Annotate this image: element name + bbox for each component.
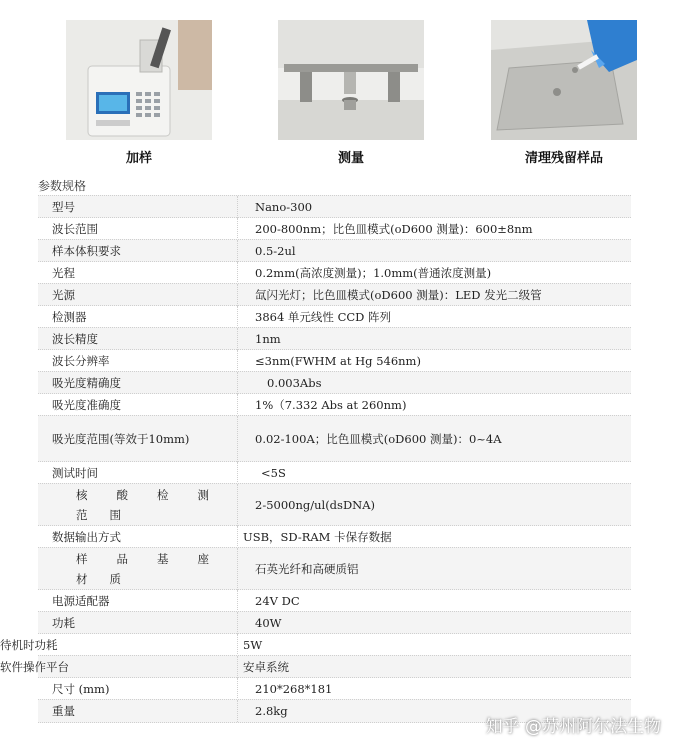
photo-caption: 清理残留样品 xyxy=(524,151,603,166)
photo-loading-sample xyxy=(66,20,212,140)
spec-label: 尺寸 (mm) xyxy=(38,678,238,700)
table-row xyxy=(38,371,631,394)
table-row xyxy=(38,483,631,526)
instrument-pipette-photo xyxy=(66,20,212,140)
spec-label: 测试时间 xyxy=(38,462,238,484)
spec-label: 吸光度范围(等效于10mm) xyxy=(38,416,238,462)
spec-value: USB，SD-RAM 卡保存数据 xyxy=(243,530,392,544)
photo-caption: 测量 xyxy=(337,151,364,166)
table-row xyxy=(38,217,631,240)
photo-cleaning xyxy=(491,20,637,140)
spec-label xyxy=(38,548,238,590)
spec-label: 波长范围 xyxy=(38,218,238,240)
table-row xyxy=(38,677,631,700)
spec-value: <5S xyxy=(261,466,286,480)
table-row xyxy=(38,261,631,284)
spec-value: 安卓系统 xyxy=(243,660,289,674)
spec-value-text: 0.02-100A；比色皿模式(oD600 测量)：0~4A xyxy=(255,432,502,446)
spec-value: 40W xyxy=(255,616,282,630)
spec-label: 数据输出方式 xyxy=(38,526,238,548)
table-row xyxy=(38,525,631,548)
section-title: 参数规格 xyxy=(38,179,87,193)
spec-value: 210*268*181 xyxy=(255,682,333,696)
spec-value xyxy=(239,416,631,462)
spec-value: ≤3nm(FWHM at Hg 546nm) xyxy=(255,354,421,368)
table-row xyxy=(38,327,631,350)
spec-label xyxy=(38,484,238,526)
spec-label: 重量 xyxy=(38,700,238,722)
spec-value: 1nm xyxy=(255,332,281,346)
spec-label-text: 核酸检测范围 xyxy=(76,488,231,522)
spec-value: 200-800nm；比色皿模式(oD600 测量)：600±8nm xyxy=(255,222,533,236)
table-row xyxy=(0,633,631,656)
table-row xyxy=(38,349,631,372)
spec-value: 0.2mm(高浓度测量)；1.0mm(普通浓度测量) xyxy=(255,266,492,280)
spec-label: 检测器 xyxy=(38,306,238,328)
spec-label: 波长精度 xyxy=(38,328,238,350)
sample-pedestal-photo xyxy=(278,20,424,140)
table-row xyxy=(38,239,631,262)
photo-measuring xyxy=(278,20,424,140)
table-row xyxy=(38,393,631,416)
spec-label-text: 样品基座材质 xyxy=(76,552,231,586)
table-row xyxy=(0,655,631,678)
spec-value: 石英光纤和高硬质铝 xyxy=(255,562,359,576)
spec-value: 0.5-2ul xyxy=(255,244,296,258)
photo-strip xyxy=(0,0,675,175)
spec-label: 波长分辨率 xyxy=(38,350,238,372)
table-row xyxy=(38,195,631,218)
spec-value: 氙闪光灯；比色皿模式(oD600 测量)：LED 发光二级管 xyxy=(255,288,542,302)
spec-label: 光源 xyxy=(38,284,238,306)
spec-value: 2-5000ng/ul(dsDNA) xyxy=(255,498,376,512)
spec-value: 5W xyxy=(243,638,263,652)
spec-value: 0.003Abs xyxy=(267,376,322,390)
spec-value: 2.8kg xyxy=(255,704,288,718)
spec-value: 3864 单元线性 CCD 阵列 xyxy=(255,310,392,324)
spec-label: 功耗 xyxy=(38,612,238,634)
spec-label: 光程 xyxy=(38,262,238,284)
watermark: 知乎 @苏州阿尔法生物 xyxy=(485,717,661,737)
table-row xyxy=(38,415,631,462)
table-row xyxy=(38,283,631,306)
photo-caption: 加样 xyxy=(125,151,152,166)
spec-label: 电源适配器 xyxy=(38,590,238,612)
cleaning-swab-photo xyxy=(491,20,637,140)
spec-value: 1%（7.332 Abs at 260nm) xyxy=(255,398,407,412)
table-row xyxy=(38,611,631,634)
spec-label: 型号 xyxy=(38,196,238,218)
spec-label: 吸光度精确度 xyxy=(38,372,238,394)
spec-value: Nano-300 xyxy=(255,200,313,214)
spec-label: 样本体积要求 xyxy=(38,240,238,262)
spec-value: 24V DC xyxy=(255,594,300,608)
spec-label: 软件操作平台 xyxy=(0,656,238,678)
table-row xyxy=(38,461,631,484)
table-row xyxy=(38,589,631,612)
table-row xyxy=(38,305,631,328)
spec-label: 吸光度准确度 xyxy=(38,394,238,416)
table-row xyxy=(38,547,631,590)
spec-label: 待机时功耗 xyxy=(0,634,238,656)
